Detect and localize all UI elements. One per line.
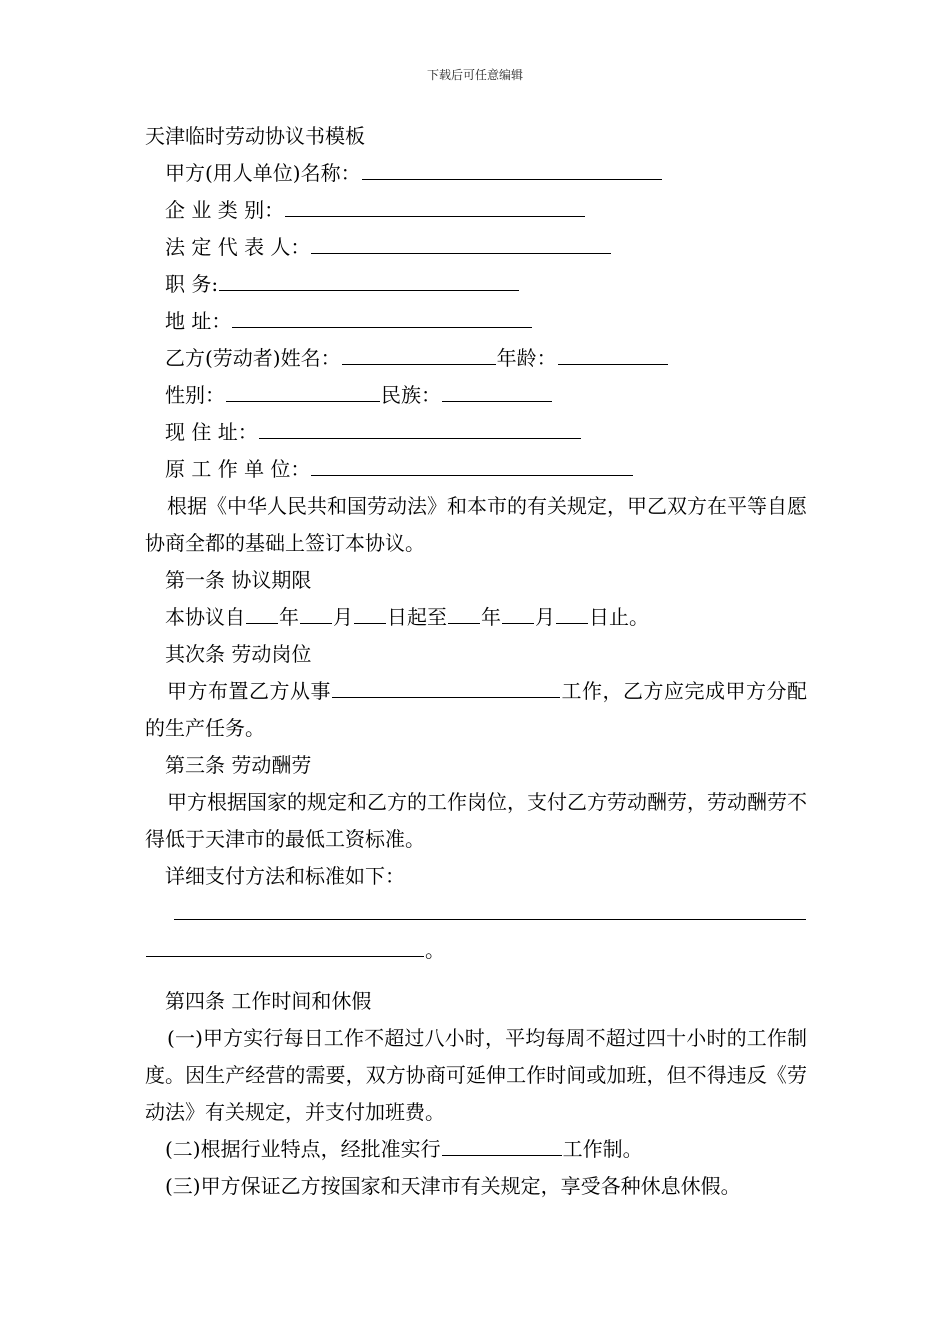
article-2-text-b: 工作，乙方应完成甲方分配的生产任务。: [145, 679, 807, 740]
party-a-name-row: [145, 155, 807, 192]
address-blank[interactable]: [232, 303, 532, 328]
year-label: 年: [481, 605, 501, 629]
former-employer-label: 原 工 作 单 位：: [165, 457, 311, 481]
current-address-row: [145, 414, 807, 451]
enterprise-type-row: [145, 192, 807, 229]
legal-rep-label: 法 定 代 表 人：: [165, 235, 311, 259]
party-a-name-blank[interactable]: [362, 155, 662, 180]
age-label: 年龄：: [496, 346, 557, 370]
payment-method-row-2: [145, 932, 807, 969]
payment-method-row-1: [145, 895, 807, 932]
to-label: 日止。: [589, 605, 649, 629]
party-b-name-row: [145, 340, 807, 377]
legal-rep-row: [145, 229, 807, 266]
period-mark: 。: [425, 938, 445, 962]
end-month-blank[interactable]: [502, 599, 534, 624]
basis-paragraph: 根据《中华人民共和国劳动法》和本市的有关规定，甲乙双方在平等自愿协商全都的基础上签订本协议。: [145, 494, 807, 555]
ethnicity-blank[interactable]: [442, 377, 552, 402]
position-row: [145, 266, 807, 303]
current-address-blank[interactable]: [259, 414, 581, 439]
page-header-note: 下载后可任意编辑: [426, 68, 523, 82]
address-row: [145, 303, 807, 340]
article-4-clause-3: (三)甲方保证乙方按国家和天津市有关规定，享受各种休息休假。: [165, 1174, 741, 1198]
start-month-blank[interactable]: [300, 599, 332, 624]
article-1-term-row: [145, 599, 807, 636]
current-address-label: 现 住 址：: [165, 420, 258, 444]
term-prefix: 本协议自: [165, 605, 245, 629]
article-2-paragraph: [145, 673, 807, 747]
spacer: [145, 969, 807, 983]
document-title: 天津临时劳动协议书模板: [145, 124, 365, 148]
enterprise-type-label: 企 业 类 别：: [165, 198, 285, 222]
article-4-clause-1: (一)甲方实行每日工作不超过八小时，平均每周不超过四十小时的工作制度。因生产经营的需要，双方协商可延伸工作时间或加班，但不得违反《劳动法》有关规定，并支付加班费。: [145, 1026, 807, 1124]
article-3-title: 第三条 劳动酬劳: [165, 753, 312, 777]
gender-row: [145, 377, 807, 414]
end-year-blank[interactable]: [448, 599, 480, 624]
end-day-blank[interactable]: [556, 599, 588, 624]
article-4-title: 第四条 工作时间和休假: [165, 989, 372, 1013]
former-employer-blank[interactable]: [311, 451, 633, 476]
article-1-title: 第一条 协议期限: [165, 568, 312, 592]
party-b-name-label: 乙方(劳动者)姓名：: [165, 346, 341, 370]
article-4-clause-2-text-b: 工作制。: [562, 1137, 643, 1161]
ethnicity-label: 民族：: [381, 383, 441, 407]
position-label: 职 务:: [165, 272, 219, 296]
article-2-text-a: 甲方布置乙方从事: [167, 679, 331, 703]
start-day-blank[interactable]: [354, 599, 386, 624]
agreement-document: [145, 118, 807, 1205]
article-3-detail: 详细支付方法和标准如下：: [165, 864, 405, 888]
address-label: 地 址：: [165, 309, 232, 333]
age-blank[interactable]: [558, 340, 668, 365]
legal-rep-blank[interactable]: [311, 229, 611, 254]
gender-label: 性别：: [165, 383, 225, 407]
start-year-blank[interactable]: [246, 599, 278, 624]
gender-blank[interactable]: [226, 377, 380, 402]
month-label: 月: [333, 605, 353, 629]
job-duty-blank[interactable]: [332, 673, 560, 698]
work-system-blank[interactable]: [442, 1131, 562, 1156]
month-label: 月: [535, 605, 555, 629]
article-3-paragraph: 甲方根据国家的规定和乙方的工作岗位，支付乙方劳动酬劳，劳动酬劳不得低于天津市的最低工资标准。: [145, 790, 807, 851]
party-a-name-label: 甲方(用人单位)名称：: [165, 161, 361, 185]
payment-method-blank-2[interactable]: [146, 932, 424, 957]
article-4-clause-2-text-a: (二)根据行业特点，经批准实行: [165, 1137, 441, 1161]
article-2-title: 其次条 劳动岗位: [165, 642, 312, 666]
payment-method-blank-1[interactable]: [174, 895, 806, 920]
position-blank[interactable]: [219, 266, 519, 291]
year-label: 年: [279, 605, 299, 629]
former-employer-row: [145, 451, 807, 488]
enterprise-type-blank[interactable]: [285, 192, 585, 217]
article-4-clause-2: [145, 1131, 807, 1168]
party-b-name-blank[interactable]: [342, 340, 496, 365]
from-label: 日起至: [387, 605, 447, 629]
